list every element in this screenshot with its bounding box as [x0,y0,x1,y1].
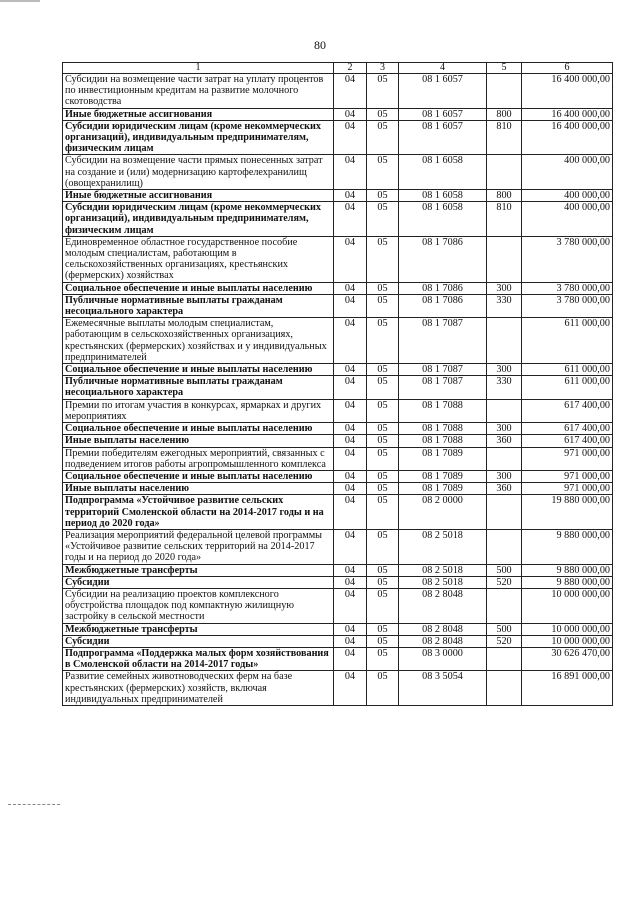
amount-cell: 10 000 000,00 [522,588,613,623]
target-article-cell: 08 1 7088 [399,423,487,435]
row-name-cell: Межбюджетные трансферты [63,564,334,576]
target-article-cell: 08 1 6057 [399,120,487,155]
expense-type-cell: 800 [487,190,522,202]
row-name-cell: Публичные нормативные выплаты гражданам несоциального характера [63,376,334,399]
section-code-cell: 04 [334,529,367,564]
expense-type-cell: 300 [487,470,522,482]
expense-type-cell: 810 [487,120,522,155]
row-name-cell: Иные выплаты населению [63,435,334,447]
subsection-code-cell: 05 [367,588,399,623]
target-article-cell: 08 1 7086 [399,282,487,294]
row-name-cell: Подпрограмма «Поддержка малых форм хозяйствования в Смоленской области на 2014-2017 годы» [63,647,334,670]
row-name-cell: Социальное обеспечение и иные выплаты населению [63,423,334,435]
section-code-cell: 04 [334,588,367,623]
subsection-code-cell: 05 [367,529,399,564]
section-code-cell: 04 [334,318,367,364]
section-code-cell: 04 [334,483,367,495]
subsection-code-cell: 05 [367,470,399,482]
subsection-code-cell: 05 [367,564,399,576]
table-row [63,236,613,282]
amount-cell: 617 400,00 [522,399,613,422]
amount-cell: 9 880 000,00 [522,529,613,564]
table-row [63,483,613,495]
table-row [63,623,613,635]
table-row [63,435,613,447]
row-name-cell: Развитие семейных животноводческих ферм на базе крестьянских (фермерских) хозяйств, включая индивидуальных предпринимателей [63,671,334,706]
table-row [63,576,613,588]
section-code-cell: 04 [334,623,367,635]
target-article-cell: 08 1 6058 [399,190,487,202]
target-article-cell: 08 1 7089 [399,447,487,470]
target-article-cell: 08 1 6058 [399,155,487,190]
target-article-cell: 08 1 7088 [399,435,487,447]
amount-cell: 611 000,00 [522,364,613,376]
target-article-cell: 08 3 5054 [399,671,487,706]
amount-cell: 16 400 000,00 [522,120,613,155]
section-code-cell: 04 [334,435,367,447]
amount-cell: 9 880 000,00 [522,564,613,576]
scan-cut-line [8,804,60,805]
table-row [63,74,613,109]
amount-cell: 971 000,00 [522,483,613,495]
row-name-cell: Единовременное областное государственное пособие молодым специалистам, работающим в сельскохозяйственных организациях, крестьянских (фермерских) хозяйствах [63,236,334,282]
subsection-code-cell: 05 [367,635,399,647]
amount-cell: 3 780 000,00 [522,294,613,317]
amount-cell: 971 000,00 [522,470,613,482]
row-name-cell: Субсидии [63,576,334,588]
table-row [63,564,613,576]
section-code-cell: 04 [334,155,367,190]
row-name-cell: Иные бюджетные ассигнования [63,190,334,202]
expense-type-cell [487,318,522,364]
table-row [63,529,613,564]
table-row [63,202,613,237]
section-code-cell: 04 [334,399,367,422]
table-row [63,447,613,470]
table-row [63,190,613,202]
row-name-cell: Субсидии [63,635,334,647]
section-code-cell: 04 [334,447,367,470]
amount-cell: 611 000,00 [522,376,613,399]
row-name-cell: Премии по итогам участия в конкурсах, ярмарках и других мероприятиях [63,399,334,422]
row-name-cell: Субсидии на возмещение части прямых понесенных затрат на создание и (или) модернизацию картофелехранилищ (овощехранилищ) [63,155,334,190]
table-row [63,120,613,155]
section-code-cell: 04 [334,576,367,588]
target-article-cell: 08 2 8048 [399,588,487,623]
expense-type-cell: 810 [487,202,522,237]
target-article-cell: 08 1 7087 [399,364,487,376]
row-name-cell: Ежемесячные выплаты молодым специалистам, работающим в сельскохозяйственных организациях, крестьянских (фермерских) хозяйствах и у индивидуальных предпринимателей [63,318,334,364]
table-row [63,635,613,647]
page-number: 80 [314,38,326,52]
table-row [63,364,613,376]
subsection-code-cell: 05 [367,376,399,399]
row-name-cell: Социальное обеспечение и иные выплаты населению [63,470,334,482]
target-article-cell: 08 2 5018 [399,564,487,576]
expense-type-cell [487,236,522,282]
column-header: 5 [487,63,522,74]
row-name-cell: Субсидии на возмещение части затрат на уплату процентов по инвестиционным кредитам на развитие молочного скотоводства [63,74,334,109]
scan-artifact [0,0,40,2]
expense-type-cell [487,155,522,190]
expense-type-cell: 500 [487,564,522,576]
column-header: 1 [63,63,334,74]
expense-type-cell: 330 [487,376,522,399]
target-article-cell: 08 1 6058 [399,202,487,237]
row-name-cell: Подпрограмма «Устойчивое развитие сельских территорий Смоленской области на 2014-2017 годы и на период до 2020 года» [63,495,334,530]
amount-cell: 617 400,00 [522,423,613,435]
subsection-code-cell: 05 [367,495,399,530]
section-code-cell: 04 [334,108,367,120]
amount-cell: 3 780 000,00 [522,236,613,282]
expense-type-cell: 520 [487,576,522,588]
expense-type-cell: 300 [487,282,522,294]
amount-cell: 16 400 000,00 [522,74,613,109]
expense-type-cell [487,647,522,670]
budget-table [62,62,613,706]
target-article-cell: 08 2 8048 [399,623,487,635]
amount-cell: 10 000 000,00 [522,623,613,635]
subsection-code-cell: 05 [367,318,399,364]
table-row [63,423,613,435]
subsection-code-cell: 05 [367,399,399,422]
target-article-cell: 08 2 5018 [399,576,487,588]
target-article-cell: 08 1 7089 [399,470,487,482]
subsection-code-cell: 05 [367,120,399,155]
target-article-cell: 08 1 7088 [399,399,487,422]
row-name-cell: Социальное обеспечение и иные выплаты населению [63,282,334,294]
amount-cell: 9 880 000,00 [522,576,613,588]
subsection-code-cell: 05 [367,483,399,495]
section-code-cell: 04 [334,423,367,435]
section-code-cell: 04 [334,376,367,399]
expense-type-cell: 500 [487,623,522,635]
table-header-row [63,63,613,74]
target-article-cell: 08 1 7087 [399,376,487,399]
row-name-cell: Иные выплаты населению [63,483,334,495]
target-article-cell: 08 1 6057 [399,108,487,120]
section-code-cell: 04 [334,495,367,530]
expense-type-cell: 800 [487,108,522,120]
target-article-cell: 08 2 0000 [399,495,487,530]
expense-type-cell: 300 [487,423,522,435]
subsection-code-cell: 05 [367,190,399,202]
subsection-code-cell: 05 [367,364,399,376]
column-header: 2 [334,63,367,74]
target-article-cell: 08 2 8048 [399,635,487,647]
expense-type-cell [487,588,522,623]
subsection-code-cell: 05 [367,155,399,190]
expense-type-cell [487,495,522,530]
table-row [63,671,613,706]
subsection-code-cell: 05 [367,202,399,237]
table-row [63,399,613,422]
row-name-cell: Публичные нормативные выплаты гражданам несоциального характера [63,294,334,317]
subsection-code-cell: 05 [367,108,399,120]
row-name-cell: Премии победителям ежегодных мероприятий, связанных с подведением итогов работы агропромышленного комплекса [63,447,334,470]
expense-type-cell: 330 [487,294,522,317]
section-code-cell: 04 [334,671,367,706]
table-row [63,588,613,623]
section-code-cell: 04 [334,364,367,376]
section-code-cell: 04 [334,470,367,482]
row-name-cell: Иные бюджетные ассигнования [63,108,334,120]
table-row [63,470,613,482]
subsection-code-cell: 05 [367,423,399,435]
subsection-code-cell: 05 [367,282,399,294]
subsection-code-cell: 05 [367,435,399,447]
row-name-cell: Субсидии на реализацию проектов комплексного обустройства площадок под компактную жилищную застройку в сельской местности [63,588,334,623]
expense-type-cell: 300 [487,364,522,376]
section-code-cell: 04 [334,202,367,237]
subsection-code-cell: 05 [367,647,399,670]
expense-type-cell [487,447,522,470]
row-name-cell: Субсидии юридическим лицам (кроме некоммерческих организаций), индивидуальным предпринимателям, физическим лицам [63,202,334,237]
amount-cell: 30 626 470,00 [522,647,613,670]
table-row [63,294,613,317]
target-article-cell: 08 2 5018 [399,529,487,564]
subsection-code-cell: 05 [367,576,399,588]
section-code-cell: 04 [334,74,367,109]
row-name-cell: Субсидии юридическим лицам (кроме некоммерческих организаций), индивидуальным предпринимателям, физическим лицам [63,120,334,155]
section-code-cell: 04 [334,190,367,202]
table-row [63,647,613,670]
table-row [63,155,613,190]
amount-cell: 10 000 000,00 [522,635,613,647]
row-name-cell: Социальное обеспечение и иные выплаты населению [63,364,334,376]
section-code-cell: 04 [334,282,367,294]
subsection-code-cell: 05 [367,74,399,109]
table-row [63,376,613,399]
section-code-cell: 04 [334,635,367,647]
subsection-code-cell: 05 [367,236,399,282]
target-article-cell: 08 1 6057 [399,74,487,109]
target-article-cell: 08 1 7089 [399,483,487,495]
subsection-code-cell: 05 [367,447,399,470]
table-row [63,108,613,120]
expense-type-cell [487,399,522,422]
section-code-cell: 04 [334,647,367,670]
column-header: 6 [522,63,613,74]
subsection-code-cell: 05 [367,294,399,317]
target-article-cell: 08 1 7086 [399,294,487,317]
amount-cell: 400 000,00 [522,190,613,202]
subsection-code-cell: 05 [367,623,399,635]
target-article-cell: 08 1 7086 [399,236,487,282]
expense-type-cell: 520 [487,635,522,647]
amount-cell: 400 000,00 [522,155,613,190]
row-name-cell: Реализация мероприятий федеральной целевой программы «Устойчивое развитие сельских территорий на 2014-2017 годы и на период до 2020 года» [63,529,334,564]
table-row [63,282,613,294]
section-code-cell: 04 [334,120,367,155]
amount-cell: 3 780 000,00 [522,282,613,294]
expense-type-cell: 360 [487,483,522,495]
expense-type-cell [487,529,522,564]
section-code-cell: 04 [334,294,367,317]
amount-cell: 617 400,00 [522,435,613,447]
row-name-cell: Межбюджетные трансферты [63,623,334,635]
amount-cell: 16 891 000,00 [522,671,613,706]
column-header: 3 [367,63,399,74]
target-article-cell: 08 1 7087 [399,318,487,364]
section-code-cell: 04 [334,236,367,282]
column-header: 4 [399,63,487,74]
expense-type-cell: 360 [487,435,522,447]
target-article-cell: 08 3 0000 [399,647,487,670]
table-body [63,74,613,706]
expense-type-cell [487,671,522,706]
amount-cell: 19 880 000,00 [522,495,613,530]
section-code-cell: 04 [334,564,367,576]
amount-cell: 400 000,00 [522,202,613,237]
amount-cell: 611 000,00 [522,318,613,364]
amount-cell: 971 000,00 [522,447,613,470]
table-row [63,318,613,364]
expense-type-cell [487,74,522,109]
amount-cell: 16 400 000,00 [522,108,613,120]
subsection-code-cell: 05 [367,671,399,706]
table-row [63,495,613,530]
